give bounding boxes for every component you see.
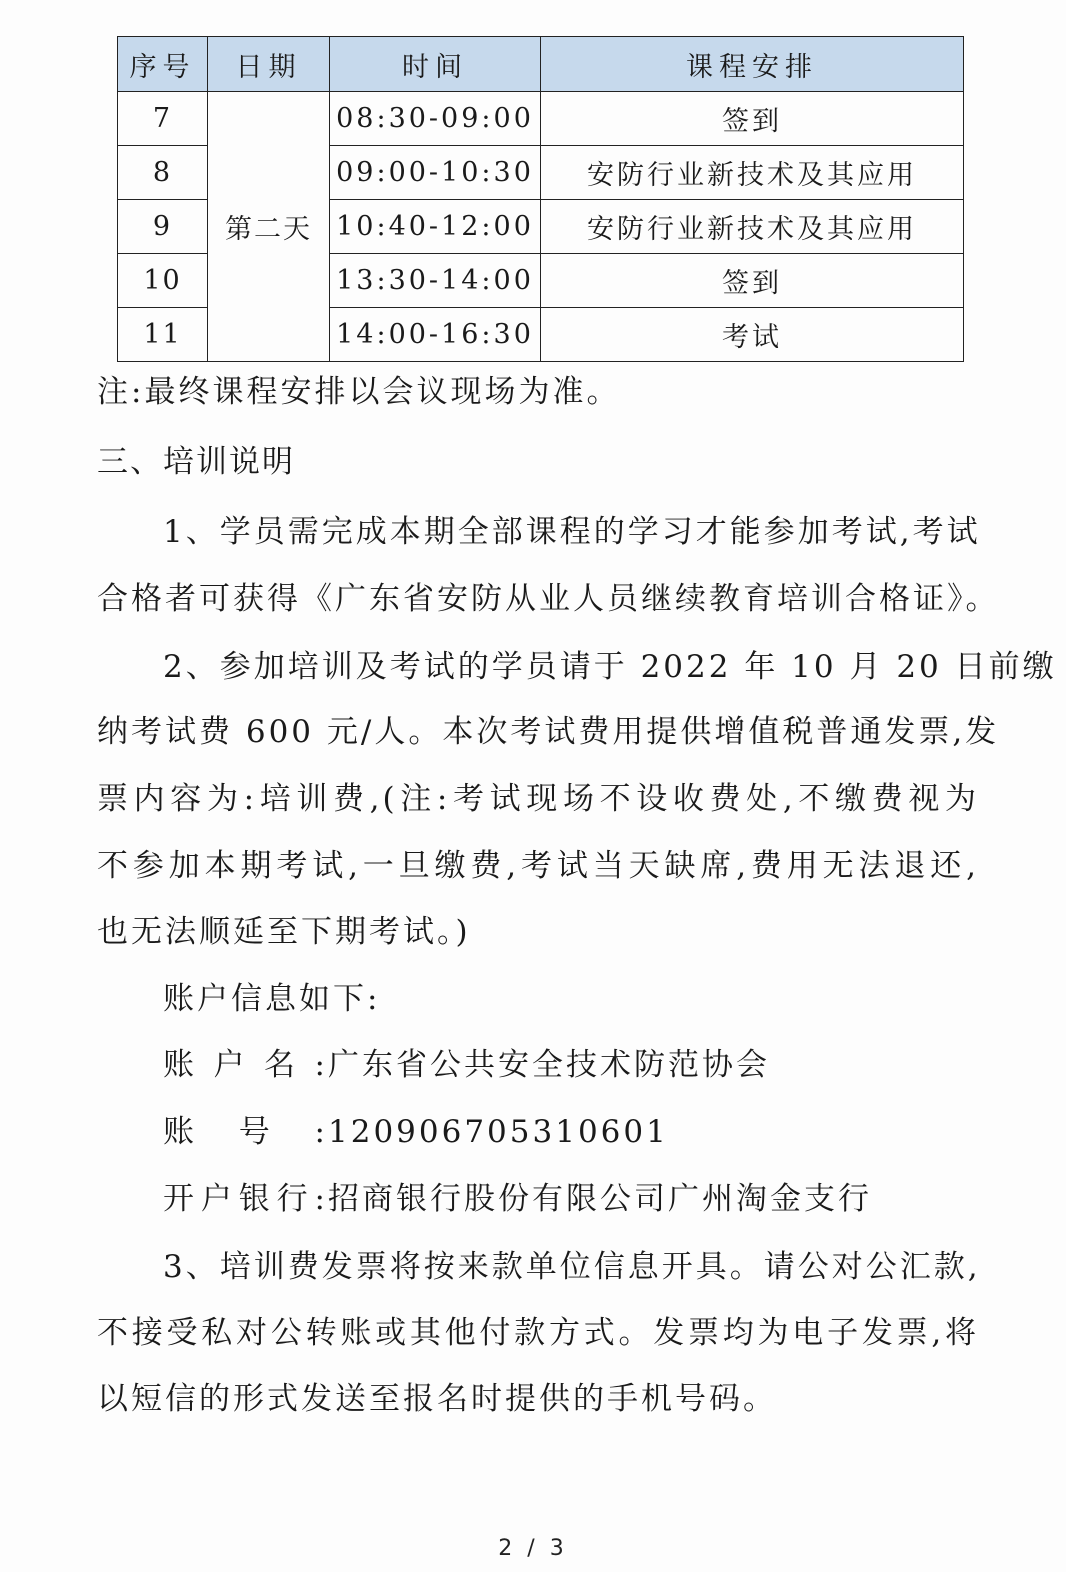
- account-name-value: 广东省公共安全技术防范协会: [328, 1047, 770, 1083]
- row-time: 10:40-12:00: [330, 200, 541, 254]
- account-number-value: 120906705310601: [328, 1114, 669, 1150]
- course-schedule-table: [117, 36, 964, 362]
- row-course: 签到: [541, 254, 964, 308]
- table-header-row: [118, 37, 964, 92]
- row-no: 7: [118, 92, 208, 146]
- account-number-label: 账号:: [163, 1114, 328, 1150]
- schedule-note: 注:最终课程安排以会议现场为准。: [97, 374, 621, 410]
- item1-line2: 合格者可获得《广东省安防从业人员继续教育培训合格证》。: [97, 581, 1000, 617]
- row-no: 10: [118, 254, 208, 308]
- section-heading: 三、培训说明: [97, 444, 295, 480]
- table-row: [118, 92, 964, 146]
- account-bank-row: [163, 1173, 872, 1218]
- item2-line4: 不参加本期考试,一旦缴费,考试当天缺席,费用无法退还,: [97, 848, 979, 884]
- account-bank-value: 招商银行股份有限公司广州淘金支行: [328, 1181, 872, 1217]
- header-course: 课程安排: [541, 37, 964, 92]
- item3-line3: 以短信的形式发送至报名时提供的手机号码。: [97, 1381, 777, 1417]
- row-course: 安防行业新技术及其应用: [541, 146, 964, 200]
- header-time: 时间: [330, 37, 541, 92]
- account-bank-label: 开户银行:: [163, 1181, 328, 1217]
- row-time: 14:00-16:30: [330, 308, 541, 362]
- row-time: 09:00-10:30: [330, 146, 541, 200]
- item2-line3: 票内容为:培训费,(注:考试现场不设收费处,不缴费视为: [97, 781, 979, 817]
- page-number: 2 / 3: [498, 1536, 568, 1561]
- row-no: 11: [118, 308, 208, 362]
- account-number-row: [163, 1106, 669, 1151]
- row-course: 签到: [541, 92, 964, 146]
- item2-line5: 也无法顺延至下期考试。): [97, 914, 471, 950]
- item2-line2: 纳考试费 600 元/人。本次考试费用提供增值税普通发票,发: [97, 714, 1000, 750]
- item2-line1: 2、参加培训及考试的学员请于 2022 年 10 月 20 日前缴: [163, 649, 1057, 685]
- day-label: 第二天: [208, 92, 330, 362]
- row-course: 考试: [541, 308, 964, 362]
- item3-line2: 不接受私对公转账或其他付款方式。发票均为电子发票,将: [97, 1315, 979, 1351]
- header-date: 日期: [208, 37, 330, 92]
- account-name-label: 账户名:: [163, 1047, 328, 1083]
- item3-line1: 3、培训费发票将按来款单位信息开具。请公对公汇款,: [163, 1249, 981, 1285]
- item1-line1: 1、学员需完成本期全部课程的学习才能参加考试,考试: [163, 514, 981, 550]
- row-time: 08:30-09:00: [330, 92, 541, 146]
- header-no: 序号: [118, 37, 208, 92]
- account-name-row: [163, 1039, 770, 1084]
- row-course: 安防行业新技术及其应用: [541, 200, 964, 254]
- account-intro: 账户信息如下:: [163, 981, 381, 1017]
- row-no: 9: [118, 200, 208, 254]
- row-no: 8: [118, 146, 208, 200]
- row-time: 13:30-14:00: [330, 254, 541, 308]
